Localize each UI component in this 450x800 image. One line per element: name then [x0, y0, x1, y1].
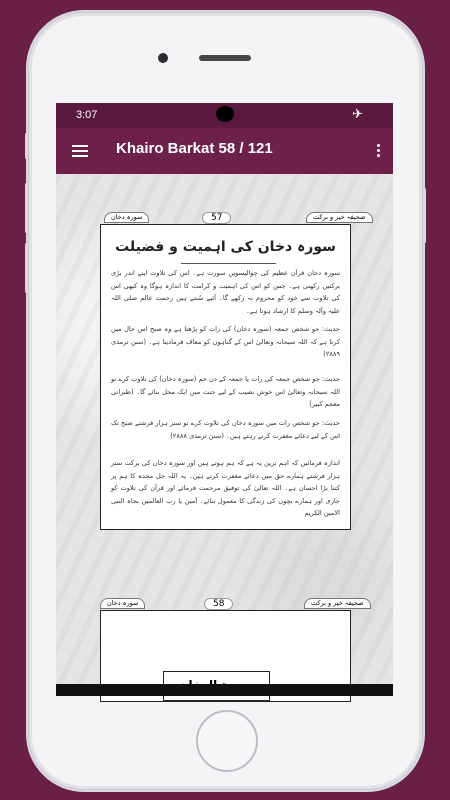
- volume-up-button: [25, 183, 28, 233]
- app-title: Khairo Barkat 58 / 121: [116, 140, 273, 157]
- page58-header-right: صحیفہ خیر و برکت: [304, 598, 371, 609]
- page58-header-left: سورہ دخان: [100, 598, 145, 609]
- page57-hadith: حدیث: جو شخص جمعہ کی رات یا جمعہ کے دن حم (سورہ دخان) کی تلاوت کرے تو اللہ سبحانہ وتعالیٰ اس خوش نصیب کے لیے جنت میں ایک محل بنائے گا۔ (طبرانی معجم کبیر): [111, 375, 340, 408]
- page57-paragraph: سورہ دخان قرآن عظیم کی چوالیسویں سورت ہے۔ اس کی تلاوت اپنے اندر بڑی برکتیں رکھتی ہے۔ جس کو اس کی اہمیت و کرامت کا اندازہ ہوگا وہ کبھی اس کی تلاوت سے خود کو محروم نہ رکھے گا۔ آئیے سُنتے ہیں رحمت عالم صلی اللہ علیہ وآلہ وسلم کا ارشاد ہوتا ہے۔: [111, 269, 340, 315]
- power-button: [423, 188, 426, 243]
- page57-hadith: حدیث: جو شخص رات میں سورہ دخان کی تلاوت کرے تو ستر ہزار فرشتے صبح تک اس کے لیے دعائے مغفرت کرتے رہتے ہیں۔ (سنن ترمذی ۲۸۸۸): [111, 419, 340, 440]
- mute-switch: [25, 133, 28, 159]
- status-bar: [56, 103, 393, 128]
- airplane-icon: ✈: [352, 107, 363, 122]
- volume-down-button: [25, 243, 28, 293]
- page57-title: سورہ دخان کی اہمیت و فضیلت: [115, 239, 336, 255]
- device-screen: [56, 103, 393, 696]
- more-options-icon[interactable]: [377, 144, 381, 159]
- title-underline: [181, 263, 276, 264]
- home-button[interactable]: [196, 710, 258, 772]
- front-camera: [158, 53, 168, 63]
- navigation-bar: [56, 684, 393, 696]
- menu-icon[interactable]: [72, 145, 88, 157]
- earpiece-speaker: [199, 55, 251, 61]
- reader-content[interactable]: [56, 174, 393, 684]
- page57-header-right: صحیفہ خیر و برکت: [306, 212, 373, 223]
- page57-hadith: حدیث: جو شخص جمعہ (سورہ دخان) کی رات کو پڑھتا ہے وہ صبح اس حال میں کرتا ہے کہ اللہ سبحانہ وتعالیٰ اس کے گناہوں کو معاف فرمادیتا ہے۔ (سنن ترمذی ۲۸۸۹): [111, 325, 340, 358]
- page58-number: 58: [204, 598, 233, 610]
- page-57: [100, 224, 351, 530]
- camera-notch: [216, 106, 234, 122]
- app-bar: [56, 128, 393, 174]
- page57-number: 57: [202, 212, 231, 224]
- status-time: 3:07: [76, 109, 98, 121]
- page57-closing-paragraph: اندازہ فرمائیں کہ اہم ترین یہ ہے کہ ہم ہوتے ہیں اور سورہ دخان کی برکت ستر ہزار فرشتے ہمارے حق میں دعائے مغفرت کرتے ہیں۔ یہ اللہ جل مجدہ کا ہم پر کتنا بڑا احسان ہے۔ اللہ تعالیٰ کی توفیق مرحمت فرمائے اور قرآن کی تلاوت کو جاری اور ہمارے بچوں کی زندگی کا معمول بنائے۔ آمین یا رب العالمین بجاہ النبی الامین الکریم: [111, 459, 340, 517]
- page57-header-left: سورہ دخان: [104, 212, 149, 223]
